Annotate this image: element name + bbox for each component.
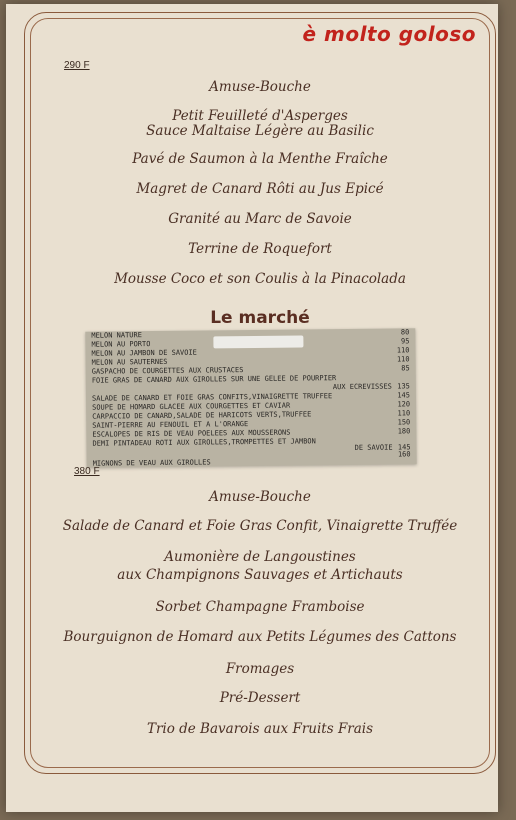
upper-course: Mousse Coco et son Coulis à la Pinacolada xyxy=(114,271,406,287)
marche-item: GASPACHO DE COURGETTES AUX CRUSTACES 85 xyxy=(91,364,410,376)
upper-menu-price: 290 F xyxy=(64,60,90,71)
lower-course: Trio de Bavarois aux Fruits Frais xyxy=(146,721,374,737)
marche-item: MELON AU JAMBON DE SAVOIE 110 xyxy=(91,346,410,358)
marche-item: 160 xyxy=(397,450,411,459)
marche-item: CARPACCIO DE CANARD,SALADE DE HARICOTS VERTS,TRUFFEE 110 xyxy=(92,409,411,421)
upper-course: Terrine de Roquefort xyxy=(188,241,332,257)
marche-item: FOIE GRAS DE CANARD AUX GIROLLES SUR UNE GELEE DE POURPIER xyxy=(91,374,337,385)
lower-course: Fromages xyxy=(225,661,295,677)
upper-course: Amuse-Bouche xyxy=(209,79,311,95)
marche-item: MIGNONS DE VEAU AUX GIROLLES xyxy=(92,458,211,468)
marche-item: SALADE DE CANARD ET FOIE GRAS CONFITS,VINAIGRETTE TRUFFEE 145 xyxy=(91,391,411,403)
upper-course: Petit Feuilleté d'Asperges xyxy=(172,108,348,124)
lower-course: Sorbet Champagne Framboise xyxy=(155,599,365,615)
marche-item: SAINT-PIERRE AU FENOUIL ET A L'ORANGE 150 xyxy=(92,418,411,430)
marche-item: MELON NATURE 80 xyxy=(91,328,410,340)
watermark-text: è molto goloso xyxy=(302,22,476,46)
upper-course: Sauce Maltaise Légère au Basilic xyxy=(146,123,374,139)
lower-course: aux Champignons Sauvages et Artichauts xyxy=(117,567,403,583)
marche-item: DE SAVOIE 145 xyxy=(354,443,411,452)
upper-course: Magret de Canard Rôti au Jus Epicé xyxy=(136,181,384,197)
marche-item: MELON AU PORTO 95 xyxy=(91,337,410,349)
marche-item: DEMI PINTADEAU ROTI AUX GIROLLES,TROMPETTES ET JAMBON xyxy=(92,437,316,448)
lower-course: Amuse-Bouche xyxy=(209,489,311,505)
marche-item: AUX ECREVISSES 135 xyxy=(332,382,410,392)
marche-item: MELON AU SAUTERNES 110 xyxy=(91,355,410,367)
marche-item: SOUPE DE HOMARD GLACEE AUX COURGETTES ET CAVIAR 120 xyxy=(92,400,411,412)
lower-course: Salade de Canard et Foie Gras Confit, Vinaigrette Truffée xyxy=(62,518,458,534)
upper-course: Granité au Marc de Savoie xyxy=(168,211,352,227)
marche-item: ESCALOPES DE RIS DE VEAU POELEES AUX MOUSSERONS 180 xyxy=(92,427,411,439)
upper-course: Pavé de Saumon à la Menthe Fraîche xyxy=(132,151,388,167)
marche-title: Le marché xyxy=(210,308,310,328)
lower-course: Bourguignon de Homard aux Petits Légumes des Cattons xyxy=(63,629,457,645)
lower-course: Pré-Dessert xyxy=(219,690,301,706)
lower-course: Aumonière de Langoustines xyxy=(164,549,356,565)
marche-card xyxy=(85,328,416,467)
lower-menu-price: 380 F xyxy=(74,466,100,477)
